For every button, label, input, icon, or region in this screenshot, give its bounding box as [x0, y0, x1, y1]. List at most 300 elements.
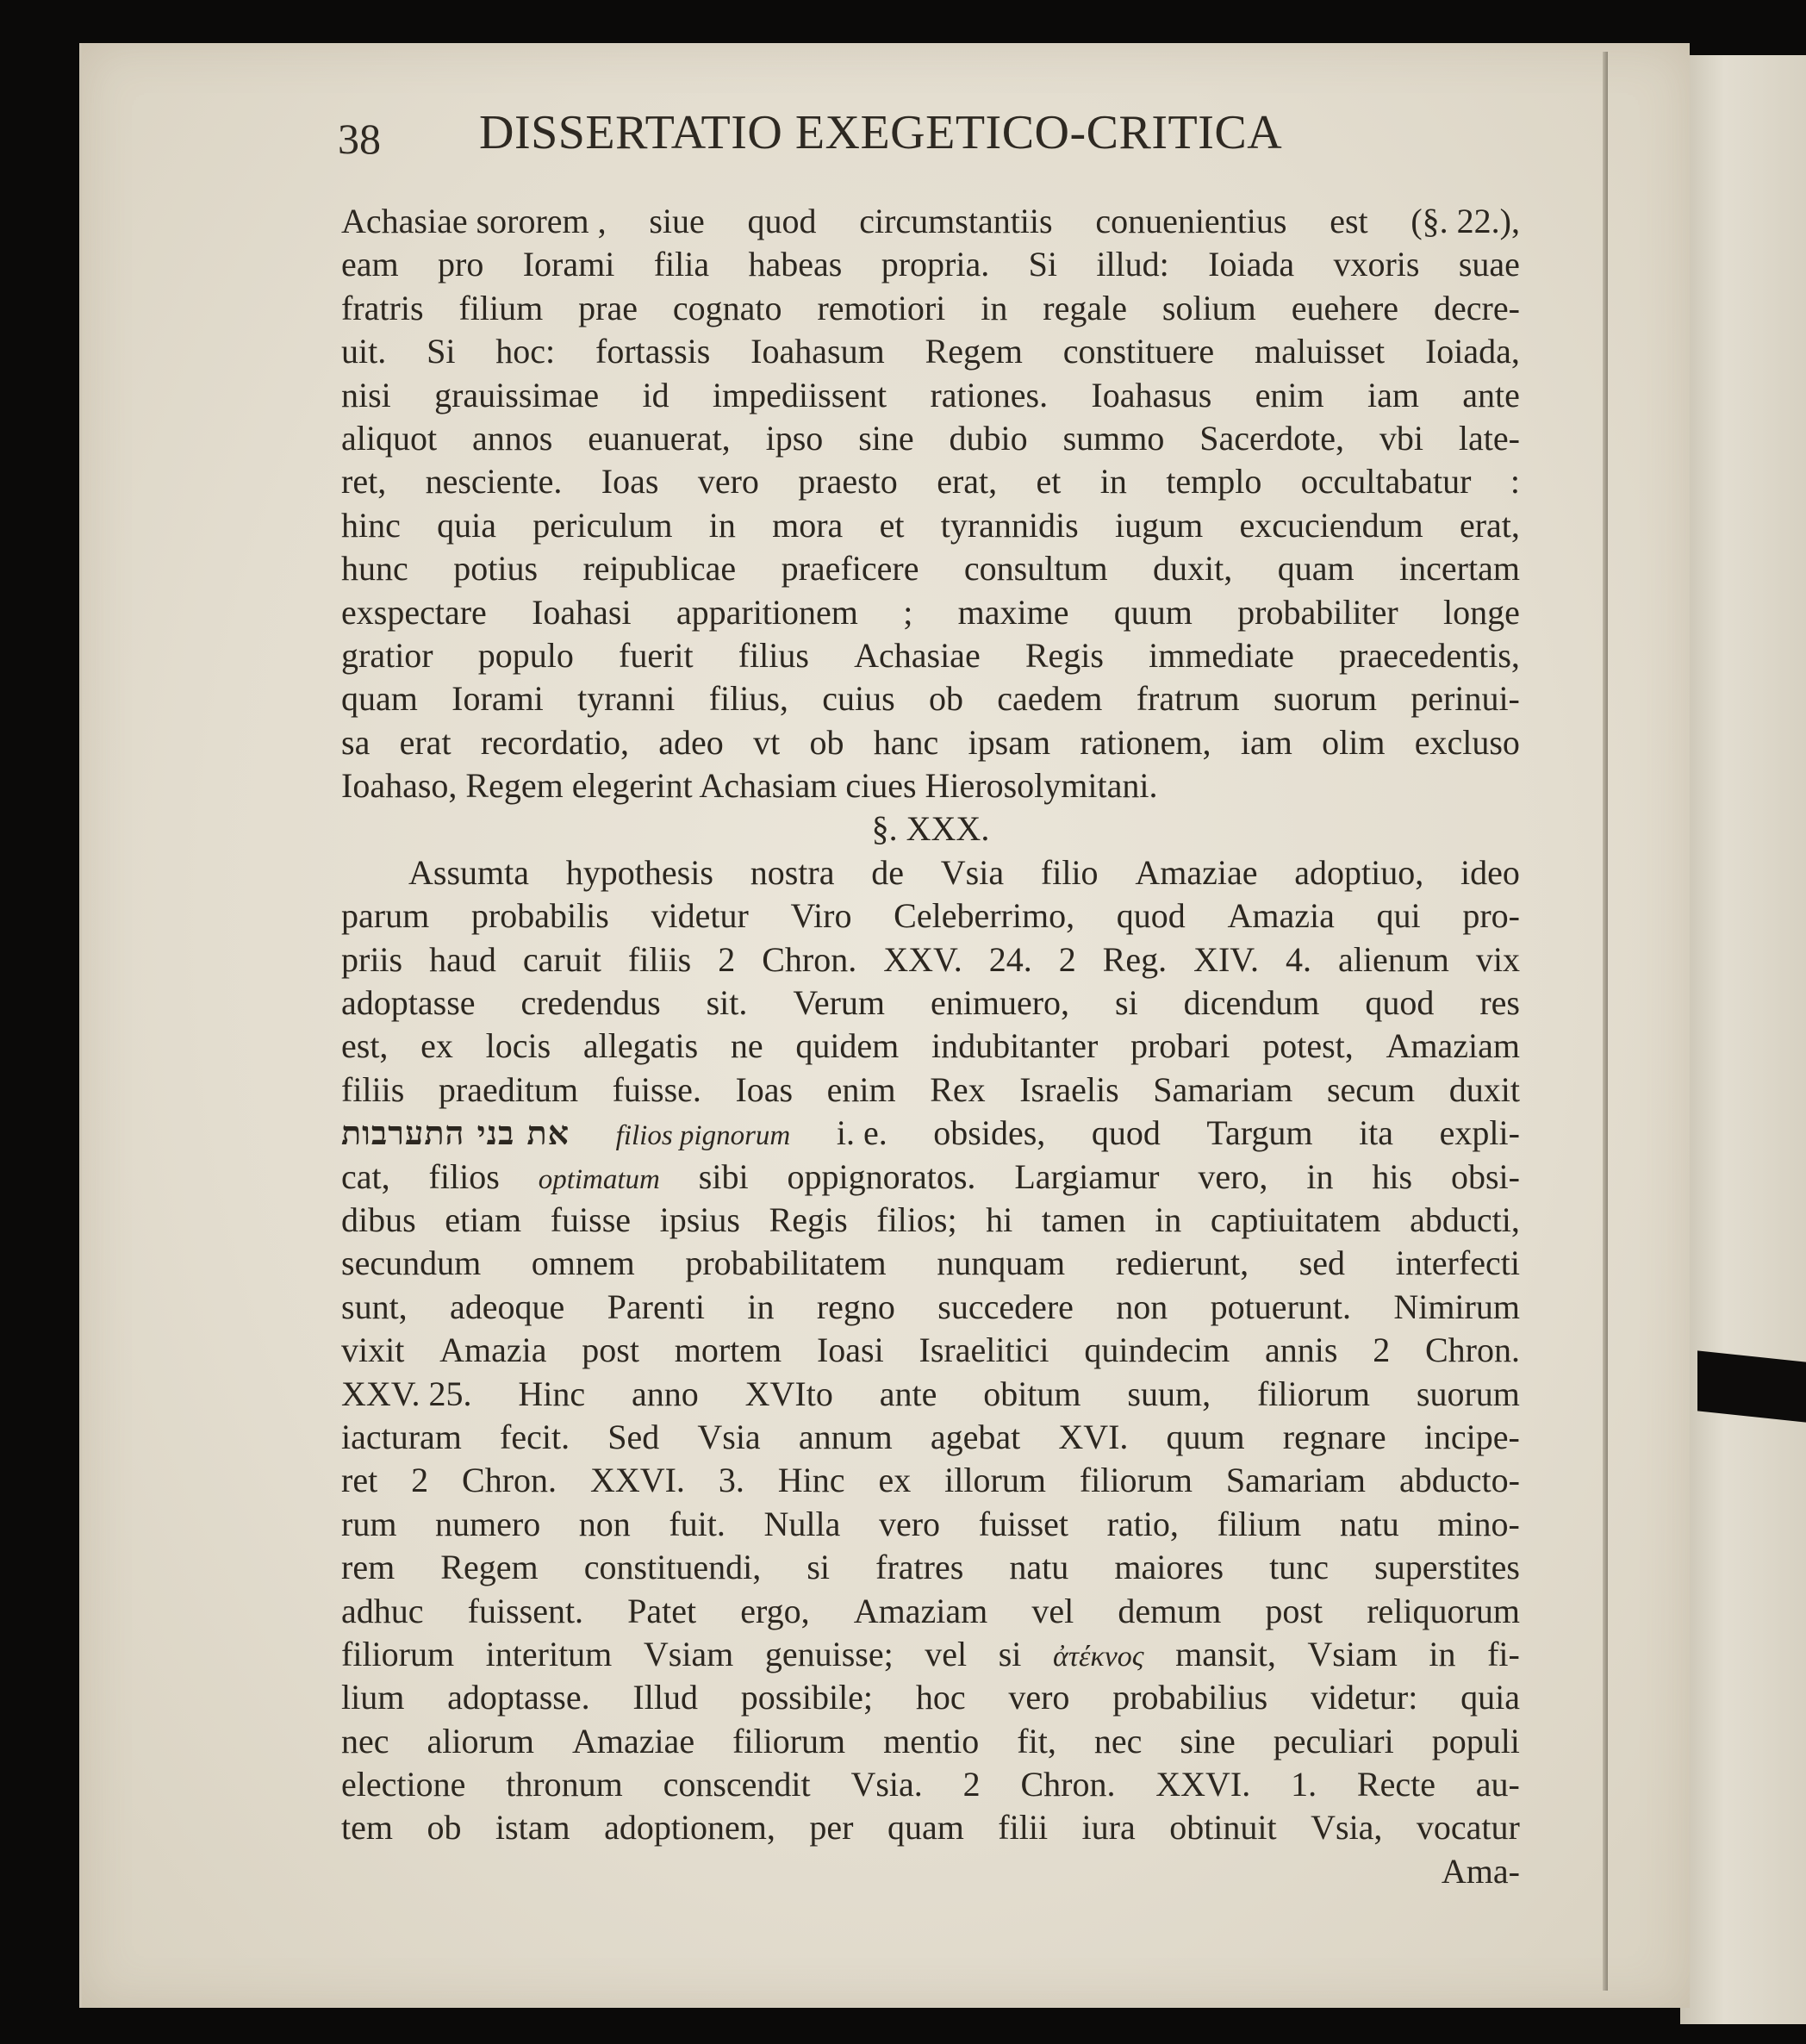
text-line: [341, 851, 1520, 894]
word: consultum: [963, 549, 1108, 589]
word: constituere: [1062, 332, 1215, 371]
word: Samariam: [1153, 1069, 1293, 1109]
word: sed: [1298, 1243, 1345, 1283]
text-line: [341, 460, 1520, 503]
word: nesciente.: [425, 462, 563, 502]
word: solium: [1161, 288, 1256, 327]
text-line: [341, 591, 1520, 634]
word: natu: [1009, 1548, 1069, 1587]
word: nec: [1093, 1721, 1143, 1760]
torn-paper-shadow: [1697, 1350, 1806, 1422]
word: Largiamur: [1014, 1156, 1160, 1196]
section-heading-line: [341, 807, 1520, 851]
word: Vsia: [940, 852, 1005, 892]
word: Israelitici: [919, 1330, 1049, 1370]
section-heading: §. XXX.: [871, 809, 990, 849]
word: quia: [1460, 1678, 1520, 1717]
facing-page-edge: [1680, 55, 1806, 2024]
word: praecedentis,: [1339, 635, 1520, 675]
word: caedem: [997, 679, 1103, 719]
word: si: [998, 1634, 1022, 1673]
word: Vsia,: [1311, 1808, 1383, 1848]
word: Celeberrimo,: [894, 896, 1075, 936]
word: oppignoratos.: [787, 1156, 976, 1196]
text-line: [341, 764, 1520, 807]
word: nunquam: [937, 1243, 1066, 1283]
hebrew-citation-line: [341, 1112, 1520, 1155]
word: mortem: [674, 1330, 782, 1370]
word: sa: [341, 722, 371, 762]
word: Ioahasus: [1091, 375, 1212, 414]
text-line: [341, 1286, 1520, 1329]
word: fortassis: [595, 332, 711, 371]
word: (§. 22.),: [1411, 202, 1520, 240]
word: id: [642, 375, 669, 414]
word: fratres: [875, 1548, 964, 1587]
text-line: [341, 938, 1520, 981]
word: allegatis: [582, 1026, 699, 1066]
greek-word-line: [341, 1633, 1520, 1676]
word: Vsiam: [643, 1634, 734, 1673]
word: ratio,: [1106, 1504, 1179, 1543]
word: excluso: [1414, 722, 1520, 762]
word: est: [1330, 202, 1368, 240]
word: vero: [878, 1504, 941, 1543]
word: iam: [1367, 375, 1419, 414]
word: XXV. 25.: [341, 1374, 472, 1413]
word: maiores: [1114, 1548, 1224, 1587]
word: abducto-: [1398, 1461, 1520, 1500]
word: Amazia: [1227, 896, 1335, 936]
word: in: [1155, 1200, 1182, 1239]
word: priis: [341, 939, 403, 979]
word: nec: [341, 1721, 389, 1760]
word: lium: [341, 1678, 405, 1717]
word: conscendit: [663, 1765, 811, 1804]
word: succedere: [937, 1287, 1074, 1326]
word: et: [1036, 462, 1062, 502]
word: Ioahasum: [750, 332, 885, 371]
word: parum: [341, 896, 430, 936]
word: filiorum: [341, 1634, 455, 1673]
word: XVI.: [1058, 1417, 1129, 1456]
word: non: [578, 1504, 631, 1543]
word: maxime: [957, 592, 1069, 632]
word: Regem: [440, 1548, 539, 1587]
word: ergo,: [740, 1591, 810, 1630]
word: 2: [1058, 939, 1076, 979]
word: hinc: [341, 505, 401, 545]
word: ob: [427, 1808, 462, 1848]
word: captiuitatem: [1210, 1200, 1381, 1239]
word: iam: [1240, 722, 1292, 762]
page-gutter-shadow: [1603, 52, 1608, 1991]
word: Rex: [930, 1069, 986, 1109]
word: caruit: [522, 939, 601, 979]
word: :: [1510, 462, 1520, 502]
word: 2: [718, 939, 736, 979]
word: dicendum: [1183, 983, 1320, 1023]
word: erat,: [937, 462, 998, 502]
word: haud: [429, 939, 496, 979]
word: longe: [1443, 592, 1520, 632]
word: Patet: [627, 1591, 697, 1630]
word: habeas: [748, 245, 843, 284]
word: suorum: [1273, 679, 1377, 719]
word: quod: [1365, 983, 1435, 1023]
word: cat,: [341, 1156, 390, 1196]
word: Iorami: [522, 245, 615, 284]
word: XXVI.: [1155, 1765, 1251, 1804]
word: XXVI.: [589, 1461, 685, 1500]
word: fuisset: [978, 1504, 1069, 1543]
word: fi-: [1487, 1634, 1520, 1673]
word: prae: [578, 288, 638, 327]
word: suum,: [1127, 1374, 1211, 1413]
word: in: [708, 505, 736, 545]
word: Amaziam: [853, 1591, 988, 1630]
word: vixit: [341, 1330, 405, 1370]
word: superstites: [1374, 1548, 1520, 1587]
word: probabiliter: [1237, 592, 1398, 632]
word: duxit: [1448, 1069, 1520, 1109]
word: mentio: [883, 1721, 980, 1760]
word: demum: [1118, 1591, 1222, 1630]
word: fuerit: [619, 635, 694, 675]
word: aliorum: [427, 1721, 534, 1760]
word: 4.: [1286, 939, 1312, 979]
word: expli-: [1439, 1113, 1520, 1153]
body-text: [341, 200, 1520, 1893]
word: Hinc: [518, 1374, 586, 1413]
word: iacturam: [341, 1417, 462, 1456]
word: iura: [1081, 1808, 1136, 1848]
word: Ioas: [735, 1069, 794, 1109]
word: fuissent.: [467, 1591, 584, 1630]
word: redierunt,: [1115, 1243, 1249, 1283]
word: ipsam: [968, 722, 1051, 762]
word: enimuero,: [930, 983, 1070, 1023]
word: gratior: [341, 635, 433, 675]
word: obsi-: [1450, 1156, 1520, 1196]
word: Verum: [793, 983, 886, 1023]
text-line: [341, 1806, 1520, 1849]
word: pro-: [1462, 896, 1520, 936]
word: possibile;: [740, 1678, 874, 1717]
word: perinui-: [1411, 679, 1520, 719]
word: Ioasi: [816, 1330, 884, 1370]
word: circumstantiis: [859, 202, 1053, 240]
word: reipublicae: [582, 549, 737, 589]
word: dibus: [341, 1200, 416, 1239]
word: numero: [435, 1504, 541, 1543]
word: euanuerat,: [588, 418, 731, 458]
word: fecit.: [500, 1417, 570, 1456]
word: quod: [1116, 896, 1186, 936]
word: tamen: [1041, 1200, 1126, 1239]
word: Parenti: [607, 1287, 705, 1326]
paragraph-2: [341, 851, 1520, 1112]
word: incertam: [1399, 549, 1520, 589]
word: Achasiae sororem ,: [341, 202, 607, 240]
running-title: DISSERTATIO EXEGETICO-CRITICA: [479, 106, 1283, 159]
word: sine: [1180, 1721, 1236, 1760]
word: quam: [1277, 549, 1354, 589]
word: abducti,: [1410, 1200, 1520, 1239]
word: Regis: [769, 1200, 848, 1239]
word: optimatum: [538, 1163, 660, 1195]
text-line: [341, 677, 1520, 720]
word: filios;: [876, 1200, 957, 1239]
text-line: [341, 1590, 1520, 1633]
word: quod: [747, 202, 817, 240]
word: impediissent: [712, 375, 887, 414]
word: quum: [1113, 592, 1193, 632]
word: filius: [738, 635, 809, 675]
word: vocatur: [1416, 1808, 1520, 1848]
text-line: [341, 634, 1520, 677]
text-line: [341, 1373, 1520, 1416]
word: Assumta: [408, 852, 529, 892]
word: incipe-: [1423, 1417, 1520, 1456]
word: vbi: [1379, 418, 1423, 458]
word: tem: [341, 1808, 393, 1848]
word: ideo: [1460, 852, 1520, 892]
word: Chron.: [1424, 1330, 1520, 1370]
word: filiorum: [1079, 1461, 1193, 1500]
word: nostra: [750, 852, 835, 892]
word: ἀτέκνος: [1052, 1640, 1144, 1673]
word: annum: [798, 1417, 893, 1456]
word: suorum: [1416, 1374, 1520, 1413]
word: etiam: [445, 1200, 522, 1239]
text-line: [341, 1546, 1520, 1589]
word: istam: [495, 1808, 570, 1848]
word: in: [747, 1287, 775, 1326]
word: vix: [1475, 939, 1520, 979]
word: anno: [632, 1374, 699, 1413]
word: quam: [341, 679, 418, 719]
word: propria.: [881, 245, 990, 284]
word: remotiori: [817, 288, 946, 327]
word: quod: [1091, 1113, 1161, 1153]
text-line: [341, 721, 1520, 764]
word: Israelis: [1019, 1069, 1119, 1109]
word: occultabatur: [1300, 462, 1472, 502]
word: 2: [1373, 1330, 1391, 1370]
word: hunc: [341, 549, 408, 589]
word: filios: [428, 1156, 500, 1196]
word: rationes.: [930, 375, 1049, 414]
word: Viro: [790, 896, 852, 936]
word: annis: [1264, 1330, 1338, 1370]
word: Chron.: [1020, 1765, 1116, 1804]
word: cuius: [822, 679, 895, 719]
text-line: [341, 1329, 1520, 1372]
word: ante: [879, 1374, 937, 1413]
word: nisi: [341, 375, 391, 414]
word: conuenientius: [1095, 202, 1287, 240]
word: interfecti: [1395, 1243, 1520, 1283]
word: ex: [878, 1461, 912, 1500]
word: grauissimae: [434, 375, 600, 414]
word: constituendi,: [583, 1548, 762, 1587]
word: tunc: [1269, 1548, 1330, 1587]
word: res: [1479, 983, 1520, 1023]
paragraph-2-continued: [341, 1199, 1520, 1633]
word: probari: [1130, 1026, 1230, 1066]
word: Vsia.: [850, 1765, 923, 1804]
word: aliquot: [341, 418, 438, 458]
word: fratris: [341, 288, 424, 327]
word: sine: [858, 418, 914, 458]
word: adoptasse: [341, 983, 476, 1023]
word: in: [981, 288, 1008, 327]
word: ex: [420, 1026, 453, 1066]
word: filiorum: [732, 1721, 846, 1760]
text-line: [341, 287, 1520, 330]
word: si: [1115, 983, 1138, 1023]
word: Sed: [607, 1417, 660, 1456]
word: in: [1429, 1634, 1456, 1673]
word: XIV.: [1193, 939, 1260, 979]
word: de: [871, 852, 904, 892]
word: Samariam: [1225, 1461, 1367, 1500]
word: fratrum: [1136, 679, 1240, 719]
word: reliquorum: [1367, 1591, 1520, 1630]
word: fuisse: [550, 1200, 632, 1239]
word: locis: [485, 1026, 551, 1066]
word: Recte: [1356, 1765, 1435, 1804]
word: mansit,: [1175, 1634, 1276, 1673]
word: vxoris: [1333, 245, 1420, 284]
word: ne: [730, 1026, 763, 1066]
word: Regis: [1024, 635, 1104, 675]
word: filium: [1217, 1504, 1302, 1543]
word: annos: [472, 418, 553, 458]
text-line: [341, 243, 1520, 286]
word: cognato: [672, 288, 782, 327]
word: secundum: [341, 1243, 482, 1283]
word: hi: [986, 1200, 1013, 1239]
word: maluisset: [1255, 332, 1386, 371]
word: ipso: [765, 418, 824, 458]
word: ante: [1462, 375, 1520, 414]
word: 2: [411, 1461, 429, 1500]
word: peculiari: [1273, 1721, 1394, 1760]
text-line: [341, 1156, 1520, 1199]
word: erat,: [1459, 505, 1520, 545]
text-line: [341, 417, 1520, 460]
word: Illud: [632, 1678, 698, 1717]
word: Reg.: [1102, 939, 1168, 979]
word: Vsiam: [1307, 1634, 1398, 1673]
word: rum: [341, 1504, 397, 1543]
word: ;: [903, 592, 913, 632]
word: filiis: [627, 939, 692, 979]
word: obtinuit: [1169, 1808, 1277, 1848]
word: pro: [438, 245, 484, 284]
word: et: [879, 505, 905, 545]
text-line: [341, 1459, 1520, 1502]
word: suae: [1458, 245, 1520, 284]
word: excuciendum: [1239, 505, 1423, 545]
word: XVIto: [744, 1374, 833, 1413]
word: Iorami: [452, 679, 544, 719]
hebrew-phrase: את בני התערבות: [341, 1113, 570, 1153]
word: vero: [1008, 1678, 1070, 1717]
text-line: [341, 1069, 1520, 1112]
word: filia: [653, 245, 710, 284]
word: periculum: [532, 505, 673, 545]
word: ret: [341, 1461, 378, 1500]
word: immediate: [1149, 635, 1294, 675]
word: enim: [826, 1069, 896, 1109]
word: decre-: [1433, 288, 1520, 327]
text-line: [341, 1416, 1520, 1459]
word: Amaziae: [1135, 852, 1258, 892]
text-line: [341, 1503, 1520, 1546]
word: tyranni: [577, 679, 676, 719]
word: post: [582, 1330, 639, 1370]
word: Ioiada,: [1424, 332, 1520, 371]
word: his: [1372, 1156, 1413, 1196]
word: praeficere: [781, 549, 919, 589]
word: enim: [1255, 375, 1324, 414]
text-line: [341, 981, 1520, 1025]
word: filii: [998, 1808, 1049, 1848]
text-line: [341, 894, 1520, 938]
word: indubitanter: [931, 1026, 1099, 1066]
word: sibi: [698, 1156, 749, 1196]
word: Amaziae: [571, 1721, 695, 1760]
word: Si: [427, 332, 456, 371]
word: adeo: [658, 722, 724, 762]
word: 3.: [718, 1461, 744, 1500]
catchword-line: [341, 1850, 1520, 1893]
word: sunt,: [341, 1287, 408, 1326]
text-line: [341, 1199, 1520, 1242]
page-number: 38: [338, 115, 381, 163]
word: probabilitatem: [685, 1243, 887, 1283]
word: vel: [925, 1634, 968, 1673]
word: genuisse;: [764, 1634, 894, 1673]
word: si: [806, 1548, 831, 1587]
word: alienum: [1338, 939, 1449, 979]
word: Amaziam: [1386, 1026, 1520, 1066]
word: 1.: [1291, 1765, 1317, 1804]
text-line: [341, 1242, 1520, 1285]
word: recordatio,: [480, 722, 629, 762]
word: videtur: [651, 896, 749, 936]
word: ob: [928, 679, 963, 719]
word: electione: [341, 1765, 466, 1804]
word: iugum: [1114, 505, 1204, 545]
word: filius,: [708, 679, 788, 719]
italic-gloss: filios pignorum: [615, 1120, 791, 1152]
word: Ioas: [601, 462, 659, 502]
text-line: [341, 1720, 1520, 1763]
word: regnare: [1282, 1417, 1386, 1456]
word: Chron.: [462, 1461, 557, 1500]
word: summo: [1062, 418, 1165, 458]
word: secum: [1326, 1069, 1416, 1109]
text-line: [341, 200, 1520, 243]
word: non: [1116, 1287, 1168, 1326]
word: ipsius: [659, 1200, 740, 1239]
word: natu: [1339, 1504, 1399, 1543]
word: Chron.: [762, 939, 857, 979]
